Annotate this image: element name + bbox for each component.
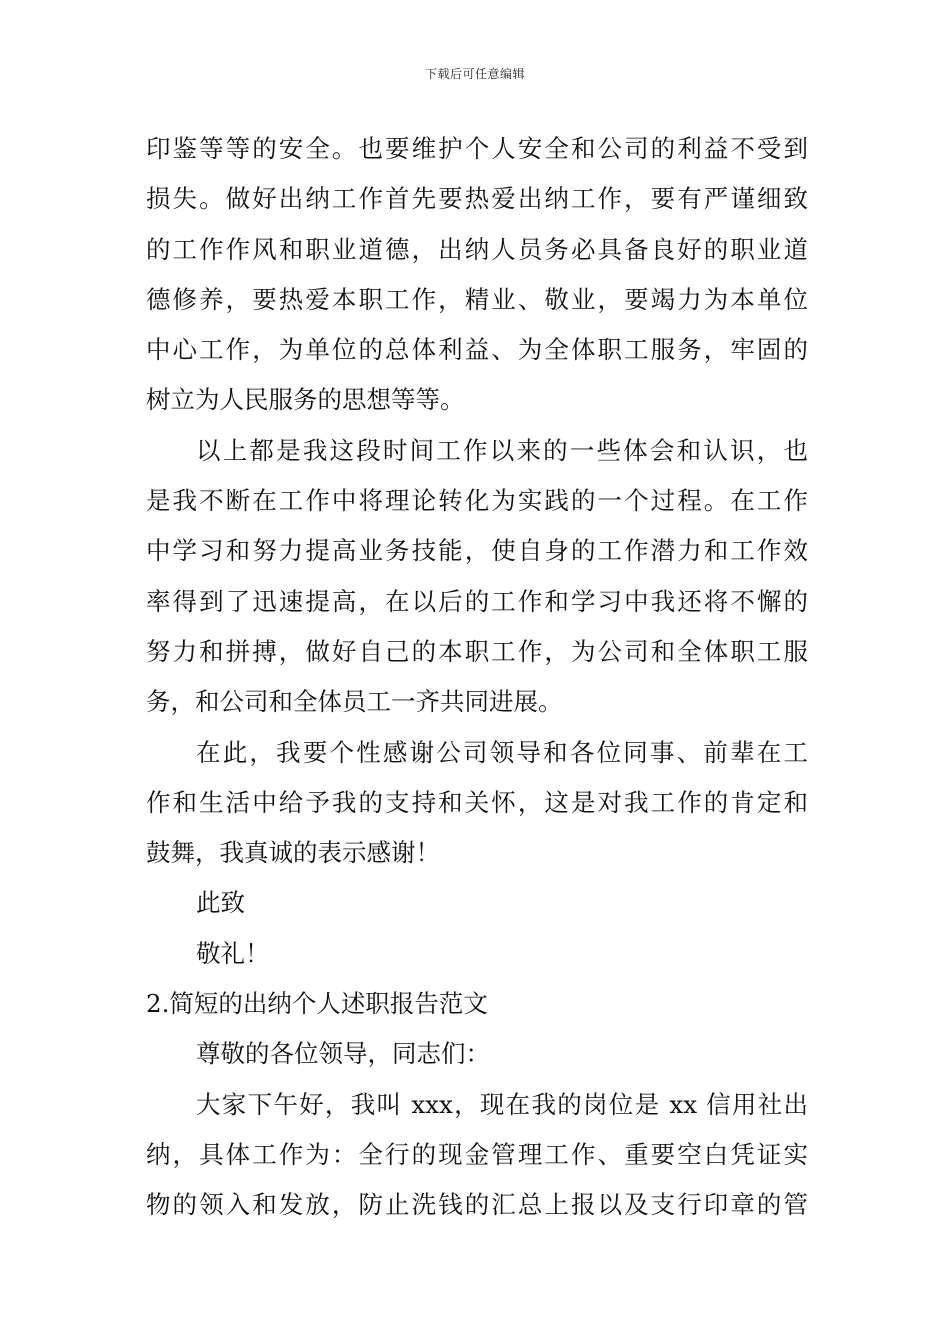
- paragraph-line: 大家下午好，我叫 xxx，现在我的岗位是 xx 信用社出: [196, 1089, 808, 1119]
- paragraph-line: 中心工作，为单位的总体利益、为全体职工服务，牢固的: [146, 335, 808, 365]
- paragraph-line: 务，和公司和全体员工一齐共同进展。: [146, 687, 563, 717]
- closing-salutation: 此致: [196, 888, 245, 918]
- paragraph-line: 作和生活中给予我的支持和关怀，这是对我工作的肯定和: [146, 787, 808, 817]
- paragraph-line: 树立为人民服务的思想等等。: [146, 385, 465, 415]
- closing-salutation: 敬礼！: [196, 938, 270, 968]
- paragraph-line: 努力和拼搏，做好自己的本职工作，为公司和全体职工服: [146, 636, 808, 666]
- paragraph-line: 中学习和努力提高业务技能，使自身的工作潜力和工作效: [146, 536, 808, 566]
- paragraph-line: 物的领入和发放，防止洗钱的汇总上报以及支行印章的管: [146, 1190, 808, 1220]
- section-heading: 2.简短的出纳个人述职报告范文: [146, 989, 488, 1019]
- paragraph-line: 的工作作风和职业道德，出纳人员务必具备良好的职业道: [146, 234, 808, 264]
- paragraph-line: 德修养，要热爱本职工作，精业、敬业，要竭力为本单位: [146, 284, 808, 314]
- paragraph-line: 率得到了迅速提高，在以后的工作和学习中我还将不懈的: [146, 586, 808, 616]
- paragraph-line: 以上都是我这段时间工作以来的一些体会和认识，也: [196, 435, 808, 465]
- paragraph-line: 纳，具体工作为：全行的现金管理工作、重要空白凭证实: [146, 1139, 808, 1169]
- paragraph-line: 鼓舞，我真诚的表示感谢！: [146, 838, 440, 868]
- document-body: [146, 124, 808, 1231]
- page-header-note: 下载后可任意编辑: [424, 67, 525, 81]
- paragraph-line: 损失。做好出纳工作首先要热爱出纳工作，要有严谨细致: [146, 184, 808, 214]
- paragraph-line: 是我不断在工作中将理论转化为实践的一个过程。在工作: [146, 486, 808, 516]
- paragraph-line: 印鉴等等的安全。也要维护个人安全和公司的利益不受到: [146, 134, 808, 163]
- paragraph-line: 在此，我要个性感谢公司领导和各位同事、前辈在工: [196, 737, 808, 767]
- greeting-line: 尊敬的各位领导，同志们：: [196, 1039, 490, 1069]
